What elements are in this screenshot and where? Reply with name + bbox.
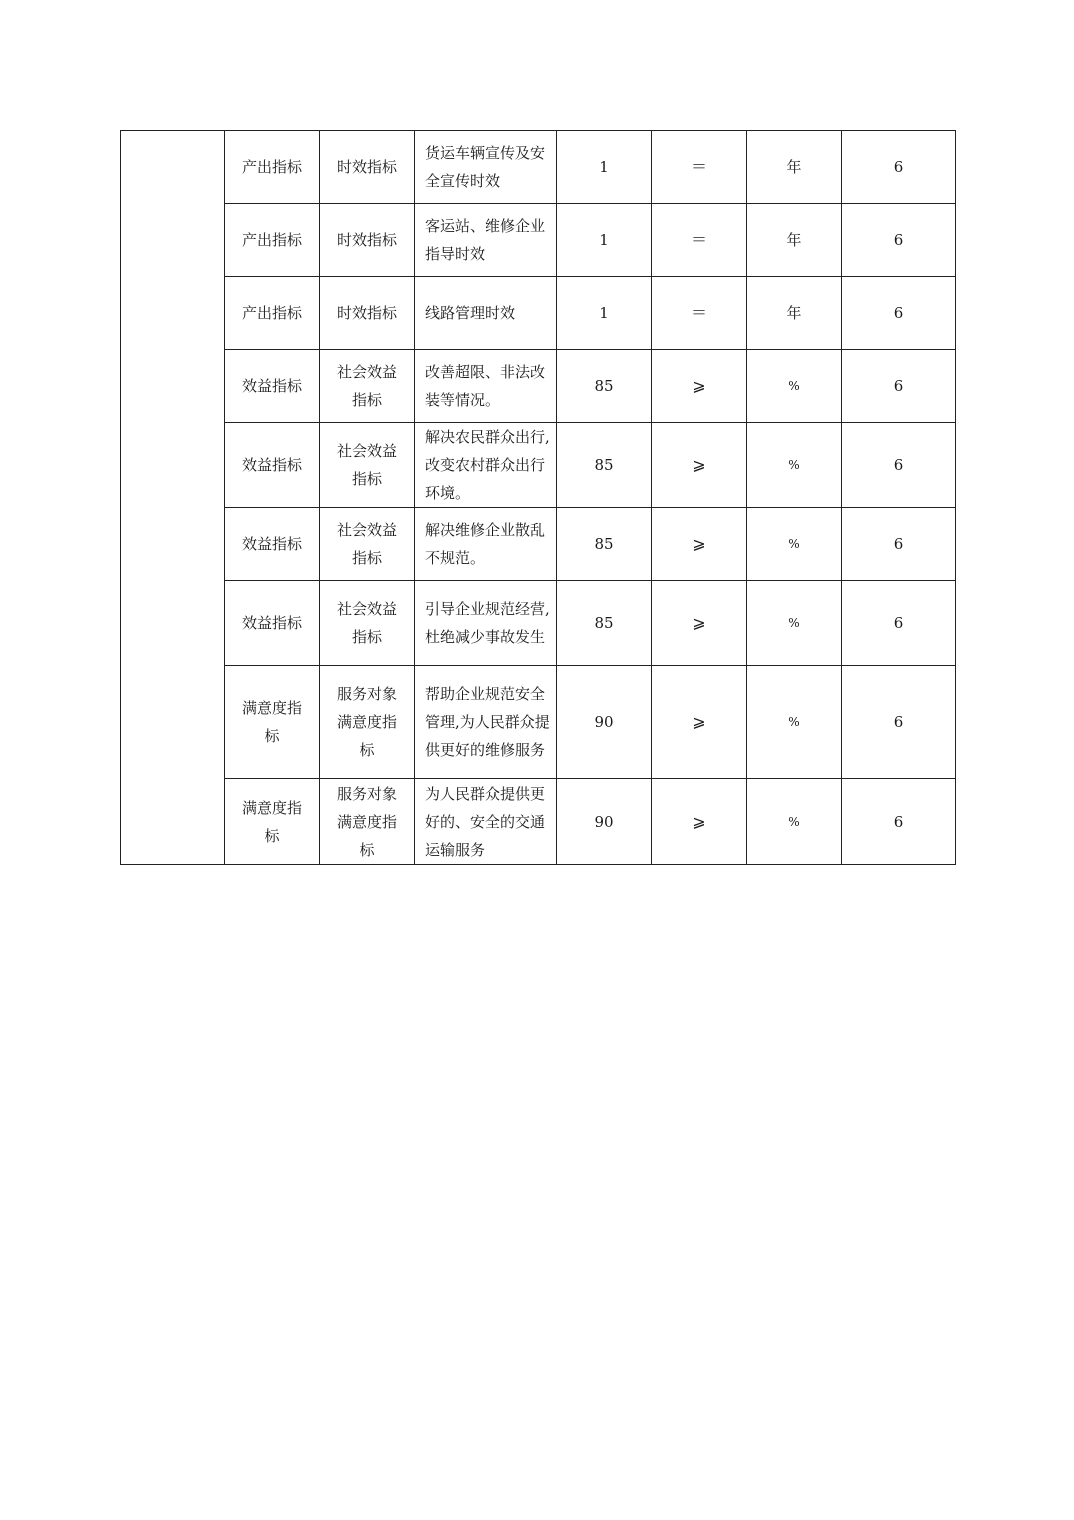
indicator-description-cell: 改善超限、非法改装等情况。: [415, 350, 557, 423]
unit-cell: 年: [747, 277, 842, 350]
table-row: [121, 581, 956, 666]
indicator-description-cell: 解决农民群众出行,改变农村群众出行环境。: [415, 423, 557, 508]
indicator-category-cell: 满意度指标: [225, 779, 320, 865]
target-value-cell: 1: [557, 204, 652, 277]
score-cell: 6: [842, 277, 956, 350]
target-value-cell: 85: [557, 423, 652, 508]
score-cell: 6: [842, 508, 956, 581]
target-value-cell: 1: [557, 131, 652, 204]
indicator-subcategory-cell: 社会效益指标: [320, 423, 415, 508]
indicator-subcategory-cell: 社会效益指标: [320, 350, 415, 423]
unit-cell: %: [747, 508, 842, 581]
indicator-subcategory-cell: 社会效益指标: [320, 508, 415, 581]
unit-cell: 年: [747, 204, 842, 277]
indicator-category-cell: 满意度指标: [225, 666, 320, 779]
unit-cell: %: [747, 423, 842, 508]
table-row: [121, 423, 956, 508]
score-cell: 6: [842, 350, 956, 423]
indicator-category-cell: 效益指标: [225, 423, 320, 508]
blank-merged-cell: [121, 131, 225, 865]
comparison-operator-cell: ⩾: [652, 508, 747, 581]
target-value-cell: 90: [557, 779, 652, 865]
score-cell: 6: [842, 666, 956, 779]
indicator-category-cell: 效益指标: [225, 508, 320, 581]
performance-indicator-table: [120, 130, 956, 865]
indicator-description-cell: 为人民群众提供更好的、安全的交通运输服务: [415, 779, 557, 865]
table-row: [121, 666, 956, 779]
indicator-description-cell: 客运站、维修企业指导时效: [415, 204, 557, 277]
score-cell: 6: [842, 423, 956, 508]
unit-cell: 年: [747, 131, 842, 204]
indicator-category-cell: 效益指标: [225, 350, 320, 423]
comparison-operator-cell: ＝: [652, 277, 747, 350]
unit-cell: %: [747, 581, 842, 666]
indicator-description-cell: 线路管理时效: [415, 277, 557, 350]
score-cell: 6: [842, 581, 956, 666]
indicator-description-cell: 解决维修企业散乱不规范。: [415, 508, 557, 581]
table-row: [121, 131, 956, 204]
comparison-operator-cell: ＝: [652, 131, 747, 204]
indicator-category-cell: 产出指标: [225, 131, 320, 204]
table-row: [121, 204, 956, 277]
target-value-cell: 90: [557, 666, 652, 779]
indicator-category-cell: 产出指标: [225, 204, 320, 277]
indicator-description-cell: 货运车辆宣传及安全宣传时效: [415, 131, 557, 204]
unit-cell: %: [747, 350, 842, 423]
indicator-subcategory-cell: 时效指标: [320, 131, 415, 204]
score-cell: 6: [842, 779, 956, 865]
indicator-subcategory-cell: 服务对象满意度指标: [320, 779, 415, 865]
table-row: [121, 277, 956, 350]
score-cell: 6: [842, 204, 956, 277]
table-row: [121, 350, 956, 423]
comparison-operator-cell: ＝: [652, 204, 747, 277]
score-cell: 6: [842, 131, 956, 204]
comparison-operator-cell: ⩾: [652, 350, 747, 423]
indicator-subcategory-cell: 社会效益指标: [320, 581, 415, 666]
unit-cell: %: [747, 666, 842, 779]
comparison-operator-cell: ⩾: [652, 779, 747, 865]
unit-cell: %: [747, 779, 842, 865]
target-value-cell: 85: [557, 581, 652, 666]
target-value-cell: 1: [557, 277, 652, 350]
target-value-cell: 85: [557, 350, 652, 423]
comparison-operator-cell: ⩾: [652, 666, 747, 779]
indicator-subcategory-cell: 时效指标: [320, 277, 415, 350]
table-body: [121, 131, 956, 865]
indicator-description-cell: 帮助企业规范安全管理,为人民群众提供更好的维修服务: [415, 666, 557, 779]
indicator-description-cell: 引导企业规范经营,杜绝减少事故发生: [415, 581, 557, 666]
comparison-operator-cell: ⩾: [652, 581, 747, 666]
table-row: [121, 508, 956, 581]
indicator-subcategory-cell: 服务对象满意度指标: [320, 666, 415, 779]
table-row: [121, 779, 956, 865]
indicator-subcategory-cell: 时效指标: [320, 204, 415, 277]
comparison-operator-cell: ⩾: [652, 423, 747, 508]
target-value-cell: 85: [557, 508, 652, 581]
indicator-category-cell: 效益指标: [225, 581, 320, 666]
indicator-category-cell: 产出指标: [225, 277, 320, 350]
